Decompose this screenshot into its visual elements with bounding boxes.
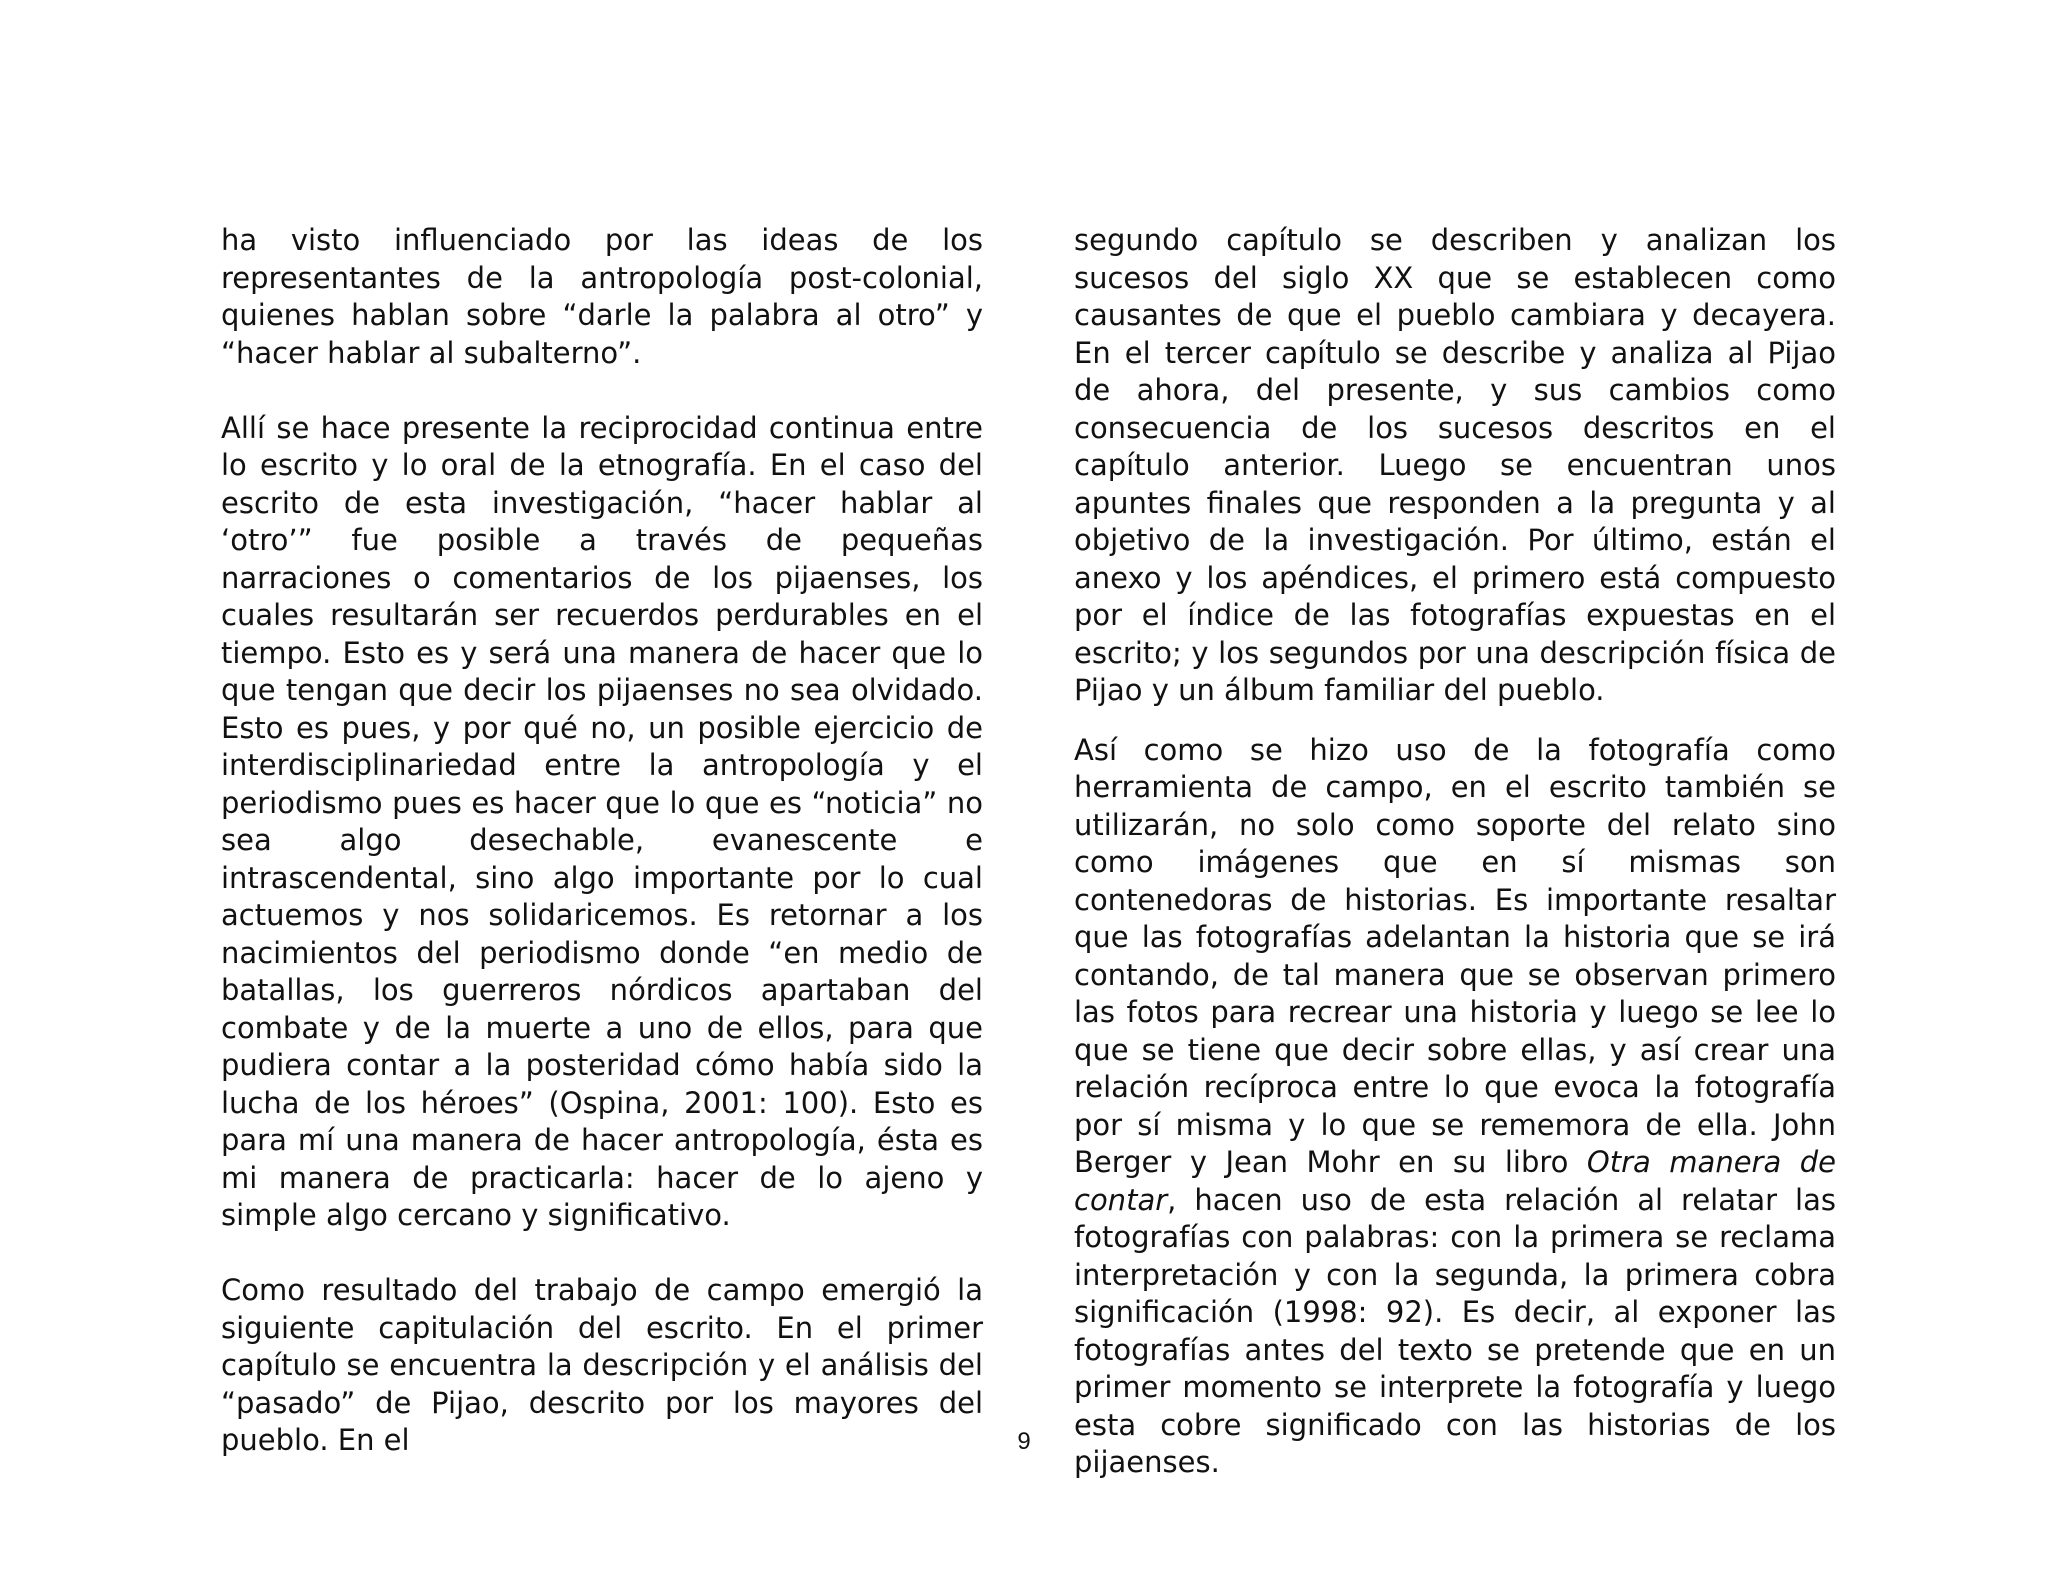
paragraph: Allí se hace presente la reciprocidad continua entre lo escrito y lo oral de la etnografía. En el caso del escrito de esta investigación, “hacer hablar al ‘otro’” fue posible a través de pequeñas narraciones o comentarios de los pijaenses, los cuales resultarán ser recuerdos perdurables en el tiempo. Esto es y será una manera de hacer que lo que tengan que decir los pijaenses no sea olvidado. Esto es pues, y por qué no, un posible ejercicio de interdisciplinariedad entre la antropología y el periodismo pues es hacer que lo que es “noticia” no sea algo desechable, evanescente e intrascendental, sino algo importante por lo cual actuemos y nos solidaricemos. Es retornar a los nacimientos del periodismo donde “en medio de batallas, los guerreros nórdicos apartaban del combate y de la muerte a uno de ellos, para que pudiera contar a la posteridad cómo había sido la lucha de los héroes” (Ospina, 2001: 100). Esto es para mí una manera de hacer antropología, ésta es mi manera de practicarla: hacer de lo ajeno y simple algo cercano y significativo. <box>221 410 983 1232</box>
page-number: 9 <box>1017 1428 1031 1455</box>
paragraph: ha visto influenciado por las ideas de los representantes de la antropología post-colonial, quienes hablan sobre “darle la palabra al otro” y “hacer hablar al subalterno”. <box>221 223 983 370</box>
right-column <box>1074 222 1836 1482</box>
paragraph: segundo capítulo se describen y analizan los sucesos del siglo XX que se establecen como causantes de que el pueblo cambiara y decayera. En el tercer capítulo se describe y analiza al Pijao de ahora, del presente, y sus cambios como consecuencia de los sucesos descritos en el capítulo anterior. Luego se encuentran unos apuntes finales que responden a la pregunta y al objetivo de la investigación. Por último, están el anexo y los apéndices, el primero está compuesto por el índice de las fotografías expuestas en el escrito; y los segundos por una descripción física de Pijao y un álbum familiar del pueblo. <box>1074 223 1836 707</box>
paragraph-text: Así como se hizo uso de la fotografía como herramienta de campo, en el escrito también se utilizarán, no solo como soporte del relato sino como imágenes que en sí mismas son contenedoras de historias. Es importante resaltar que las fotografías adelantan la historia que se irá contando, de tal manera que se observan primero las fotos para recrear una historia y luego se lee lo que se tiene que decir sobre ellas, y así crear una relación recíproca entre lo que evoca la fotografía por sí misma y lo que se rememora de ella. John Berger y Jean Mohr en su libro <box>1074 732 1836 1179</box>
paragraph: Como resultado del trabajo de campo emergió la siguiente capitulación del escrito. En el primer capítulo se encuentra la descripción y el análisis del “pasado” de Pijao, descrito por los mayores del pueblo. En el <box>221 1273 983 1457</box>
book-title: Otra manera de contar <box>1074 1145 1836 1217</box>
paragraph-text: , hacen uso de esta relación al relatar las fotografías con palabras: con la primera se reclama interpretación y con la segunda, la primera cobra significación (1998: 92). Es decir, al exponer las fotografías antes del texto se pretende que en un primer momento se interprete la fotografía y luego esta cobre significado con las historias de los pijaenses. <box>1074 1182 1836 1479</box>
paragraph <box>1074 732 1836 1482</box>
left-column <box>221 222 983 1460</box>
